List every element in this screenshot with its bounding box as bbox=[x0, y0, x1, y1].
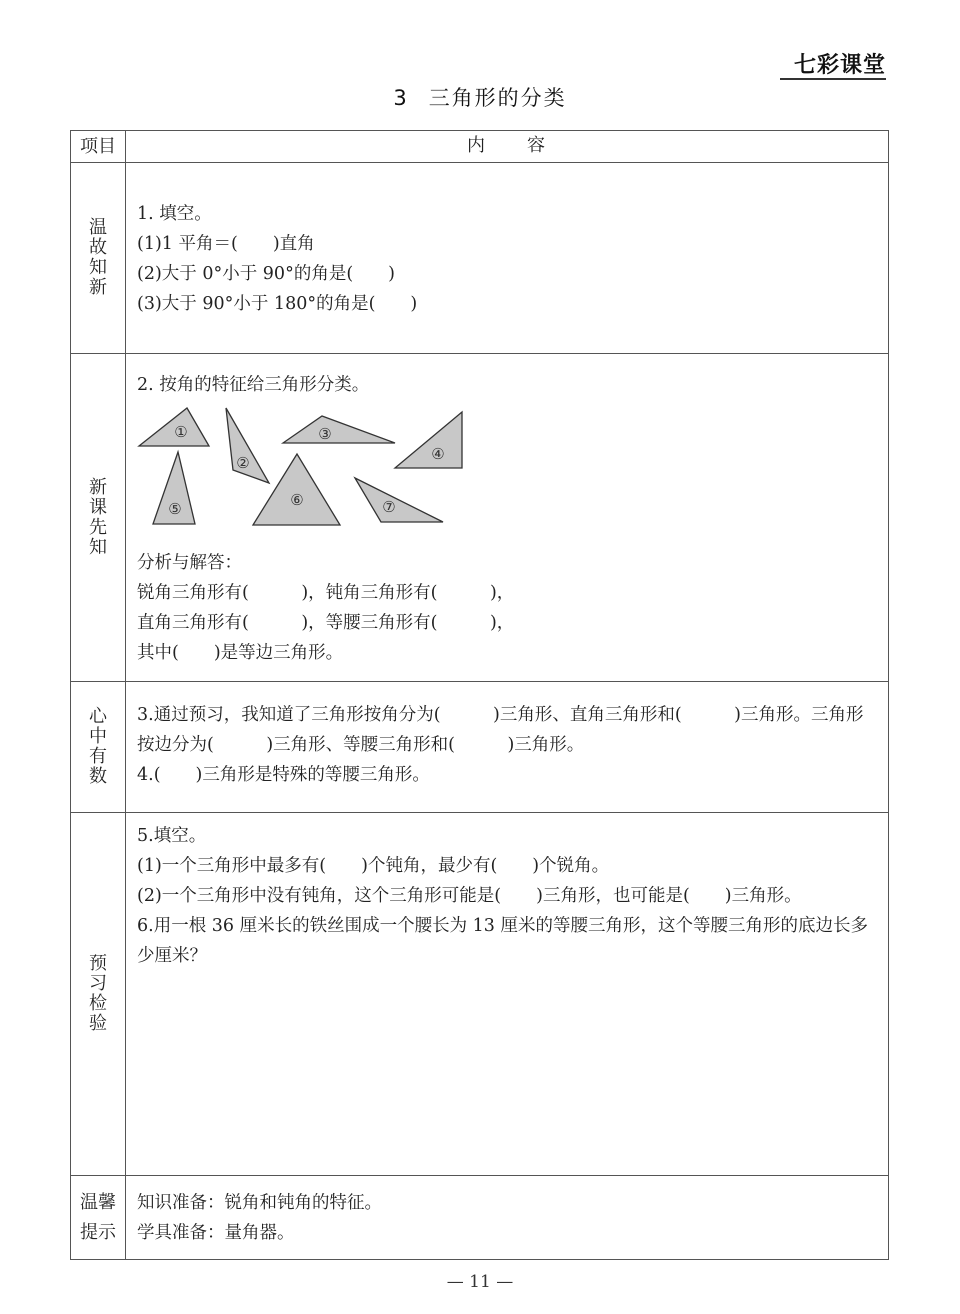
brand-underline bbox=[780, 78, 886, 80]
triangle-6 bbox=[253, 454, 340, 525]
question-6: 6.用一根 36 厘米长的铁丝围成一个腰长为 13 厘米的等腰三角形，这个等腰三角形的底边长多少厘米？ bbox=[137, 916, 868, 966]
question-4: 4.( )三角形是特殊的等腰三角形。 bbox=[137, 765, 430, 785]
title-number: 3 bbox=[393, 86, 409, 110]
section-knowledge-row bbox=[71, 682, 889, 813]
section-preview-check-row bbox=[71, 813, 889, 1176]
section-tips-row bbox=[71, 1176, 889, 1260]
answer-line: 其中( )是等边三角形。 bbox=[137, 643, 344, 663]
triangle-label-2: ② bbox=[236, 454, 250, 472]
section-content-preview-check bbox=[126, 813, 889, 1176]
triangle-label-3: ③ bbox=[318, 425, 332, 443]
header-col-item: 项目 bbox=[71, 131, 126, 163]
section-content-tips bbox=[126, 1176, 889, 1260]
section-label-preview-check: 预习检验 bbox=[71, 813, 126, 1176]
triangle-7 bbox=[355, 478, 443, 522]
section-new-lesson-row bbox=[71, 354, 889, 682]
review-line: (1)1 平角＝( )直角 bbox=[137, 234, 315, 254]
triangle-1 bbox=[139, 408, 209, 446]
section-content-new-lesson bbox=[126, 354, 889, 682]
review-line: (3)大于 90°小于 180°的角是( ) bbox=[137, 294, 418, 314]
answer-line: 直角三角形有( )，等腰三角形有( )， bbox=[137, 613, 515, 633]
section-label-new-lesson: 新课先知 bbox=[71, 354, 126, 682]
section-label-review: 温故知新 bbox=[71, 163, 126, 354]
review-line: (2)大于 0°小于 90°的角是( ) bbox=[137, 264, 395, 284]
page-number: — 11 — bbox=[446, 1272, 514, 1292]
triangle-label-5: ⑤ bbox=[168, 500, 182, 518]
question-5-1: (1)一个三角形中最多有( )个钝角，最少有( )个锐角。 bbox=[137, 856, 610, 876]
review-line: 1. 填空。 bbox=[137, 204, 212, 224]
question-3: 3.通过预习，我知道了三角形按角分为( )三角形、直角三角形和( )三角形。三角形按边分为( )三角形、等腰三角形和( )三角形。 bbox=[137, 705, 864, 755]
section-content-knowledge bbox=[126, 682, 889, 813]
question-5: 5.填空。 bbox=[137, 826, 207, 846]
triangles-svg bbox=[137, 406, 497, 544]
table-header-row bbox=[71, 131, 889, 163]
triangle-2 bbox=[226, 408, 269, 483]
triangle-label-4: ④ bbox=[431, 445, 445, 463]
question-2: 2. 按角的特征给三角形分类。 bbox=[137, 375, 370, 395]
tip-line: 知识准备：锐角和钝角的特征。 bbox=[137, 1193, 382, 1213]
section-review-row bbox=[71, 163, 889, 354]
page-title bbox=[0, 82, 960, 112]
answer-heading: 分析与解答： bbox=[137, 553, 242, 573]
triangle-label-7: ⑦ bbox=[382, 498, 396, 516]
triangle-3 bbox=[283, 416, 395, 443]
question-5-2: (2)一个三角形中没有钝角，这个三角形可能是( )三角形，也可能是( )三角形。 bbox=[137, 886, 802, 906]
section-content-review bbox=[126, 163, 889, 354]
answer-line: 锐角三角形有( )，钝角三角形有( )， bbox=[137, 583, 515, 603]
triangles-figure bbox=[137, 406, 497, 544]
triangle-label-6: ⑥ bbox=[290, 491, 304, 509]
worksheet-table bbox=[70, 130, 889, 1260]
section-label-tips: 温馨提示 bbox=[71, 1176, 126, 1260]
section-label-knowledge: 心中有数 bbox=[71, 682, 126, 813]
tip-line: 学具准备：量角器。 bbox=[137, 1223, 295, 1243]
triangle-label-1: ① bbox=[174, 423, 188, 441]
triangle-4 bbox=[395, 412, 462, 468]
header-col-content: 内 容 bbox=[126, 131, 889, 163]
title-text: 三角形的分类 bbox=[428, 86, 567, 110]
brand-logo: 七彩课堂 bbox=[793, 53, 886, 78]
triangle-5 bbox=[153, 452, 195, 524]
